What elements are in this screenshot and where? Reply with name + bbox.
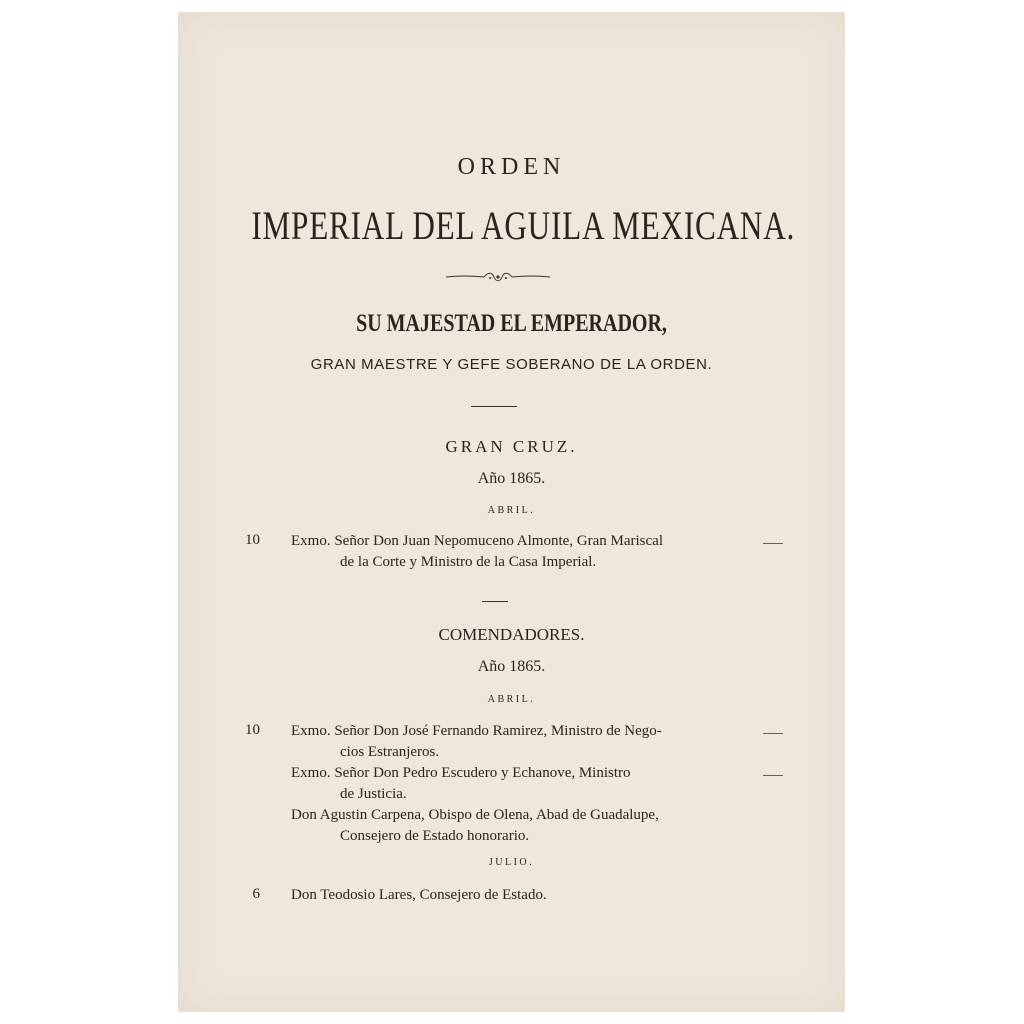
- list-item: [291, 805, 757, 847]
- ornament-divider-icon: [444, 270, 552, 284]
- entry-day: 6: [252, 886, 260, 902]
- entry-line-continued: Consejero de Estado honorario.: [340, 828, 530, 844]
- entry-line-continued: de la Corte y Ministro de la Casa Imperial.: [340, 554, 597, 570]
- section-year: Año 1865.: [477, 470, 546, 487]
- month-label: ABRIL.: [487, 694, 536, 705]
- margin-mark: [763, 543, 783, 544]
- list-item: [291, 721, 757, 763]
- order-label: ORDEN: [457, 154, 566, 180]
- entry-line: Don Agustin Carpena, Obispo de Olena, Abad de Guadalupe,: [291, 807, 659, 823]
- entry-line: Exmo. Señor Don José Fernando Ramirez, Ministro de Nego-: [291, 723, 662, 739]
- divider-rule: [471, 406, 517, 407]
- month-label: ABRIL.: [487, 505, 536, 516]
- month-label: JULIO.: [488, 857, 535, 868]
- entry-line: Don Teodosio Lares, Consejero de Estado.: [291, 887, 547, 903]
- margin-mark: [763, 775, 783, 776]
- section-title-gran-cruz: GRAN CRUZ.: [445, 437, 578, 456]
- sovereign-heading: SU MAJESTAD EL EMPERADOR,: [356, 310, 667, 337]
- entry-day: 10: [245, 532, 260, 548]
- entry-line: Exmo. Señor Don Pedro Escudero y Echanove, Ministro: [291, 765, 631, 781]
- entry-day: 10: [245, 722, 260, 738]
- list-item: [291, 885, 757, 906]
- page-title: IMPERIAL DEL AGUILA MEXICANA.: [251, 203, 796, 248]
- list-item: [291, 763, 757, 805]
- margin-mark: [763, 733, 783, 734]
- entry-line-continued: de Justicia.: [340, 786, 407, 802]
- section-year: Año 1865.: [477, 658, 546, 675]
- divider-rule: [482, 601, 508, 602]
- list-item: [291, 531, 757, 573]
- entry-line: Exmo. Señor Don Juan Nepomuceno Almonte, Gran Mariscal: [291, 533, 664, 549]
- entry-line-continued: cios Estranjeros.: [340, 744, 440, 760]
- sovereign-role: GRAN MAESTRE Y GEFE SOBERANO DE LA ORDEN.: [310, 356, 713, 373]
- section-title-comendadores: COMENDADORES.: [438, 625, 585, 644]
- document-page: [178, 12, 845, 1012]
